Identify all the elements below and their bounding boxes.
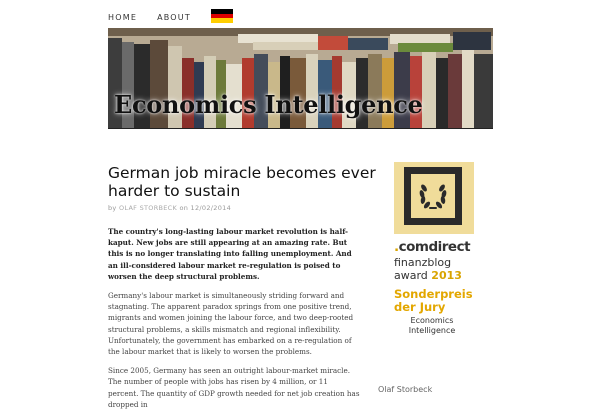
byline-on: on bbox=[179, 204, 189, 212]
comdirect-award-badge[interactable] bbox=[394, 162, 474, 372]
award-jury-prize: Sonderpreis der Jury bbox=[394, 287, 473, 314]
nav-about-link[interactable]: ABOUT bbox=[157, 12, 191, 22]
award-blog-name: Economics Intelligence bbox=[408, 316, 456, 335]
post-date: 12/02/2014 bbox=[190, 204, 232, 212]
award-brand: .comdirect bbox=[394, 239, 471, 255]
award-line-2: award 2013 bbox=[394, 269, 462, 282]
header-divider bbox=[108, 128, 493, 129]
germany-flag-icon[interactable] bbox=[211, 9, 233, 23]
header-banner[interactable] bbox=[108, 28, 493, 128]
post-paragraph: Germany's labour market is simultaneously striding forward and stagnating. The apparent paradox springs from one positive trend, migrants and women joining the labour force, and two deep-rooted structural problems, a skills mismatch and regional inflexibility. Unfortunately, the government has embarked on a re-regulation of the labour market that is likely to worsen the problems. bbox=[108, 291, 354, 357]
award-text bbox=[394, 238, 474, 336]
flag-stripe-gold bbox=[211, 18, 233, 23]
site-title[interactable]: Economics Intelligence bbox=[114, 90, 423, 119]
post-paragraph: Since 2005, Germany has seen an outright labour-market miracle. The number of people with jobs has risen by 4 million, or 11 percent. The quantity of GDP growth needed for net job creation has dropped in bbox=[108, 366, 360, 409]
sidebar-author-heading: Olaf Storbeck bbox=[378, 385, 433, 394]
post-content bbox=[108, 226, 360, 418]
laurel-wreath-icon bbox=[411, 174, 455, 218]
post-author-link[interactable]: OLAF STORBECK bbox=[118, 204, 178, 212]
post-byline bbox=[108, 204, 231, 212]
nav-home-link[interactable]: HOME bbox=[108, 12, 138, 22]
award-line-1: finanzblog bbox=[394, 256, 452, 269]
post-title[interactable]: German job miracle becomes ever harder to sustain bbox=[108, 164, 376, 200]
post-lead-paragraph: The country's long-lasting labour market revolution is half-kaput. New jobs are still appearing at an amazing rate. But this is no longer translating into falling unemployment. And an ill-considered labour market re-regulation is poised to worsen the deep structural problems. bbox=[108, 227, 352, 281]
award-emblem bbox=[394, 162, 474, 234]
byline-prefix: by bbox=[108, 204, 117, 212]
